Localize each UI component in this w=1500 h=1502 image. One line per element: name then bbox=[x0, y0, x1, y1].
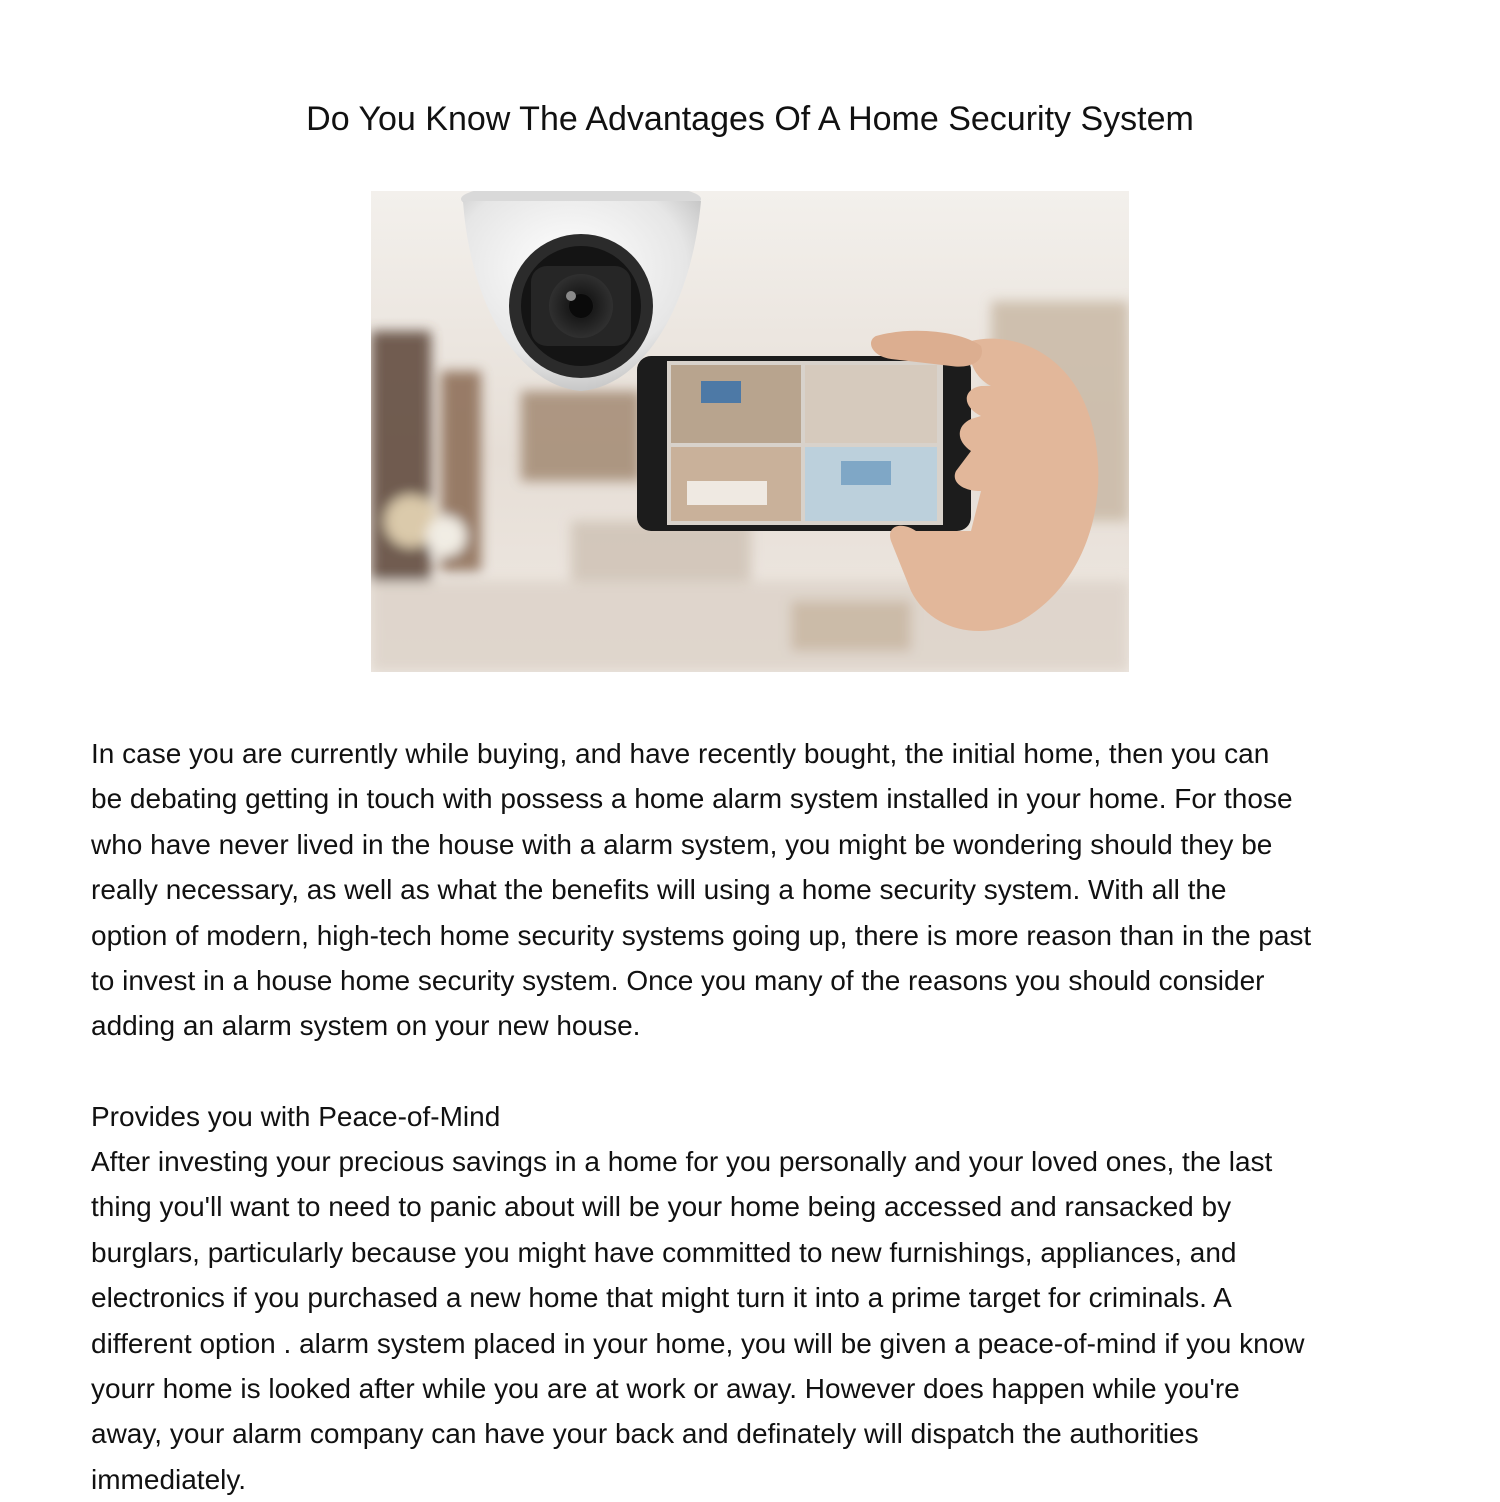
smartphone-icon bbox=[637, 356, 971, 531]
hero-image bbox=[371, 191, 1129, 672]
security-camera-illustration bbox=[371, 191, 1129, 672]
intro-paragraph: In case you are currently while buying, and have recently bought, the initial home, then you can be debating getting in touch with possess a home alarm system installed in your home. For those who have never lived in the house with a alarm system, you might be wondering should they be really necessary, as well as what the benefits will using a home security system. With all the option of modern, high-tech home security systems going up, there is more reason than in the past to invest in a house home security system. Once you many of the reasons you should consider adding an alarm system on your new house. bbox=[91, 738, 1312, 1042]
section-heading: Provides you with Peace-of-Mind bbox=[91, 1101, 501, 1132]
page-title: Do You Know The Advantages Of A Home Security System bbox=[306, 100, 1194, 138]
section-paragraph: After investing your precious savings in a home for you personally and your loved ones, the last thing you'll want to need to panic about will be your home being accessed and ransacked by burglars, particularly because you might have committed to new furnishings, appliances, and electronics if you purchased a new home that might turn it into a prime target for criminals. A different option . alarm system placed in your home, you will be given a peace-of-mind if you know yourr home is looked after while you are at work or away. However does happen while you're away, your alarm company can have your back and definately will dispatch the authorities immediately. bbox=[91, 1146, 1305, 1495]
